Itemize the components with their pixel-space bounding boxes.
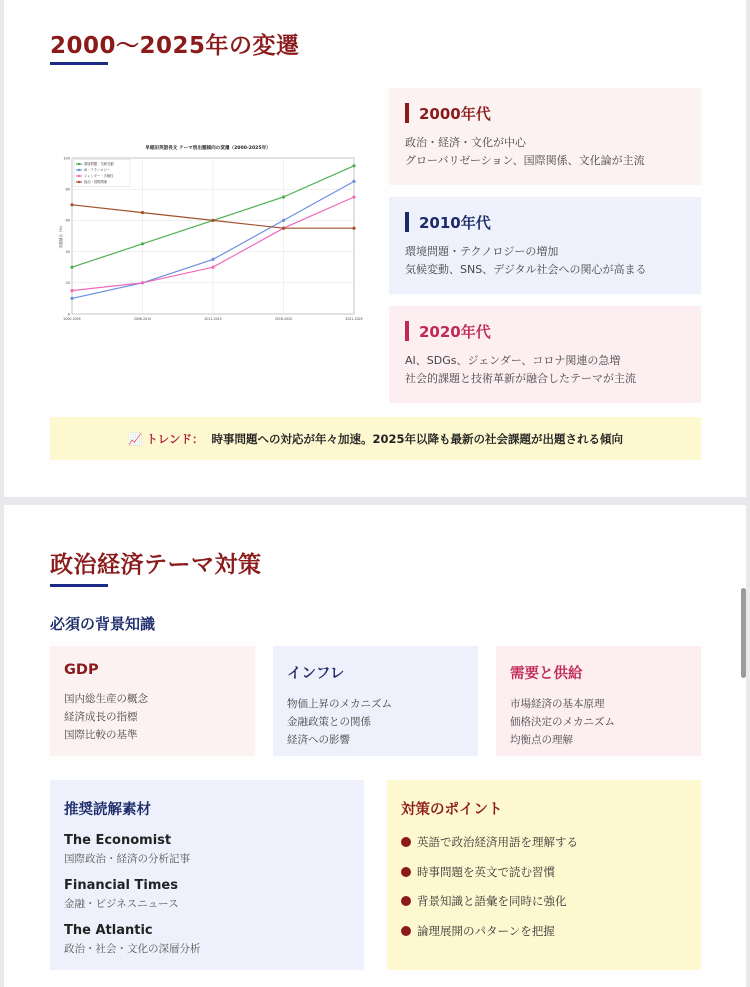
material-item [64, 833, 350, 866]
data-point [141, 281, 144, 284]
bullet-dot-icon [401, 926, 411, 936]
knowledge-line: 均衡点の理解 [510, 734, 573, 746]
knowledge-title: 需要と供給 [510, 666, 583, 682]
material-desc: 政治・社会・文化の深層分析 [64, 943, 201, 955]
bullet-dot-icon [401, 837, 411, 847]
era-accent-bar [405, 321, 409, 341]
data-point [282, 227, 285, 230]
section-title: 政治経済テーマ対策 [50, 552, 262, 578]
data-point [211, 219, 214, 222]
scrollbar-thumb[interactable] [741, 588, 746, 678]
point-text: 論理展開のパターンを把握 [417, 923, 555, 938]
data-point [352, 227, 355, 230]
knowledge-line: 金融政策との関係 [287, 716, 371, 728]
legend-marker [78, 169, 80, 171]
strategy-points-box [387, 780, 701, 970]
x-tick-label: 2000-2005 [63, 317, 81, 321]
legend-label: ジェンダー・多様性 [84, 174, 114, 179]
era-line: 気候変動、SNS、デジタル社会への関心が高まる [405, 263, 647, 276]
data-point [352, 164, 355, 167]
y-tick-label: 80 [65, 187, 70, 192]
knowledge-box-inflation [273, 646, 478, 756]
knowledge-box-supply-demand [496, 646, 701, 756]
point-item [401, 892, 687, 910]
era-line: 政治・経済・文化が中心 [405, 136, 526, 149]
bullet-dot-icon [401, 896, 411, 906]
material-name: The Atlantic [64, 923, 153, 938]
trend-text: 時事問題への対応が年々加速。2025年以降も最新の社会課題が出題される傾向 [211, 431, 624, 446]
y-tick-label: 100 [63, 156, 70, 161]
point-text: 時事問題を英文で読む習慣 [417, 864, 555, 879]
data-point [352, 180, 355, 183]
y-axis-label: 出題割合（%） [59, 223, 63, 249]
legend-marker [78, 163, 80, 165]
era-line: 社会的課題と技術革新が融合したテーマが主流 [405, 372, 636, 385]
data-point [70, 297, 73, 300]
x-tick-label: 2016-2020 [274, 317, 293, 321]
point-item [401, 863, 687, 881]
era-card-2000s [389, 88, 701, 185]
data-point [282, 219, 285, 222]
era-title: 2000年代 [419, 104, 491, 123]
material-item [64, 923, 350, 956]
era-accent-bar [405, 212, 409, 232]
data-point [141, 242, 144, 245]
legend-label: 環境問題・気候変動 [84, 162, 114, 167]
era-card-2010s [389, 197, 701, 294]
knowledge-line: 市場経済の基本原理 [510, 698, 605, 710]
knowledge-title: インフレ [287, 666, 345, 682]
point-text: 背景知識と語彙を同時に強化 [417, 894, 567, 908]
knowledge-line: 経済への影響 [287, 734, 350, 746]
era-line: 環境問題・テクノロジーの増加 [405, 245, 559, 258]
material-desc: 金融・ビジネスニュース [64, 898, 179, 910]
recommended-materials-box [50, 780, 364, 970]
era-title: 2020年代 [419, 322, 491, 341]
legend-marker [78, 175, 80, 177]
knowledge-line: 価格決定のメカニズム [510, 716, 615, 728]
title-underline [50, 62, 108, 65]
y-tick-label: 40 [65, 249, 70, 254]
data-point [70, 203, 73, 206]
data-point [70, 289, 73, 292]
background-knowledge-heading: 必須の背景知識 [50, 615, 156, 633]
point-text: 英語で政治経済用語を理解する [417, 835, 578, 849]
politics-economy-card [4, 505, 746, 987]
data-point [211, 266, 214, 269]
points-title: 対策のポイント [401, 802, 503, 818]
data-point [141, 211, 144, 214]
knowledge-line: 国内総生産の概念 [64, 693, 148, 705]
legend-marker [78, 181, 80, 183]
knowledge-line: 物価上昇のメカニズム [287, 698, 392, 710]
knowledge-line: 国際比較の基準 [64, 729, 138, 741]
era-accent-bar [405, 103, 409, 123]
trend-label: 📈 トレンド： [127, 431, 204, 446]
x-tick-label: 2021-2025 [345, 317, 363, 321]
x-tick-label: 2011-2015 [204, 317, 222, 321]
trend-banner [50, 417, 701, 460]
legend-label: 政治・国際関係 [84, 180, 108, 185]
bullet-dot-icon [401, 867, 411, 877]
y-tick-label: 20 [65, 281, 70, 286]
era-title: 2010年代 [419, 213, 491, 232]
section-title: 2000〜2025年の変遷 [50, 33, 300, 59]
era-card-2020s [389, 306, 701, 403]
y-tick-label: 0 [67, 312, 70, 317]
y-tick-label: 60 [65, 218, 70, 223]
chart-title: 早稲田英語長文 テーマ別出題傾向の変遷（2000-2025年） [145, 146, 271, 151]
x-tick-label: 2006-2010 [133, 317, 152, 321]
material-name: Financial Times [64, 878, 178, 893]
point-item [401, 833, 687, 851]
data-point [282, 195, 285, 198]
legend-label: AI・テクノロジー [84, 168, 111, 173]
data-point [211, 258, 214, 261]
era-line: グローバリゼーション、国際関係、文化論が主流 [405, 154, 645, 167]
materials-title: 推奨読解素材 [64, 802, 151, 818]
trend-line-chart [58, 142, 363, 327]
trend-history-card [4, 0, 746, 497]
point-item [401, 922, 687, 940]
knowledge-box-gdp [50, 646, 255, 756]
era-line: AI、SDGs、ジェンダー、コロナ関連の急増 [405, 354, 621, 367]
material-desc: 国際政治・経済の分析記事 [64, 853, 190, 865]
knowledge-line: 経済成長の指標 [64, 711, 138, 723]
trend-chart [58, 142, 363, 327]
knowledge-title: GDP [64, 662, 99, 678]
material-item [64, 878, 350, 911]
title-underline [50, 584, 108, 587]
data-point [70, 266, 73, 269]
data-point [352, 195, 355, 198]
material-name: The Economist [64, 833, 172, 848]
